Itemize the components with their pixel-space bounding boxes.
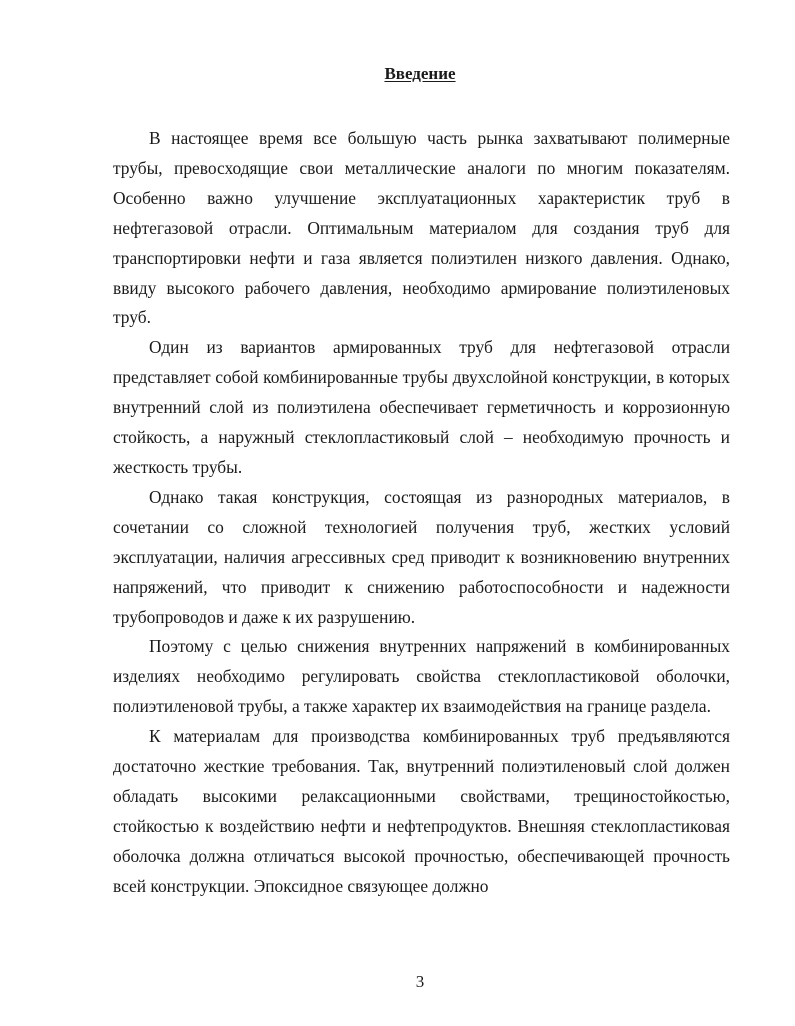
paragraph: Однако такая конструкция, состоящая из разнородных материалов, в сочетании со сложной технологией получения труб, жестких условий эксплуатации, наличия агрессивных сред приводит к возникновению внутренних напряжений, что приводит к снижению работоспособности и надежности трубопроводов и даже к их разрушению. [113, 486, 730, 627]
paragraph: Поэтому с целью снижения внутренних напряжений в комбинированных изделиях необходимо регулировать свойства стеклопластиковой оболочки, полиэтиленовой трубы, а также характер их взаимодействия на границе раздела. [113, 636, 730, 717]
paragraph: В настоящее время все большую часть рынка захватывают полимерные трубы, превосходящие свои металлические аналоги по многим показателям. Особенно важно улучшение эксплуатационных характеристик труб в нефтегазовой отрасли. Оптимальным материалом для создания труб для транспортировки нефти и газа является полиэтилен низкого давления. Однако, ввиду высокого рабочего давления, необходимо армирование полиэтиленовых труб. [113, 128, 730, 328]
paragraph: Один из вариантов армированных труб для нефтегазовой отрасли представляет собой комбинированные трубы двухслойной конструкции, в которых внутренний слой из полиэтилена обеспечивает герметичность и коррозионную стойкость, а наружный стеклопластиковый слой – необходимую прочность и жесткость трубы. [113, 337, 730, 477]
body-text [113, 124, 730, 902]
page-title: Введение [384, 64, 456, 83]
paragraph: К материалам для производства комбинированных труб предъявляются достаточно жесткие требования. Так, внутренний полиэтиленовый слой должен обладать высокими релаксационными свойствами, трещиностойкостью, стойкостью к воздействию нефти и нефтепродуктов. Внешняя стеклопластиковая оболочка должна отличаться высокой прочностью, обеспечивающей прочность всей конструкции. Эпоксидное связующее должно [113, 726, 730, 896]
page-number: 3 [415, 972, 425, 991]
